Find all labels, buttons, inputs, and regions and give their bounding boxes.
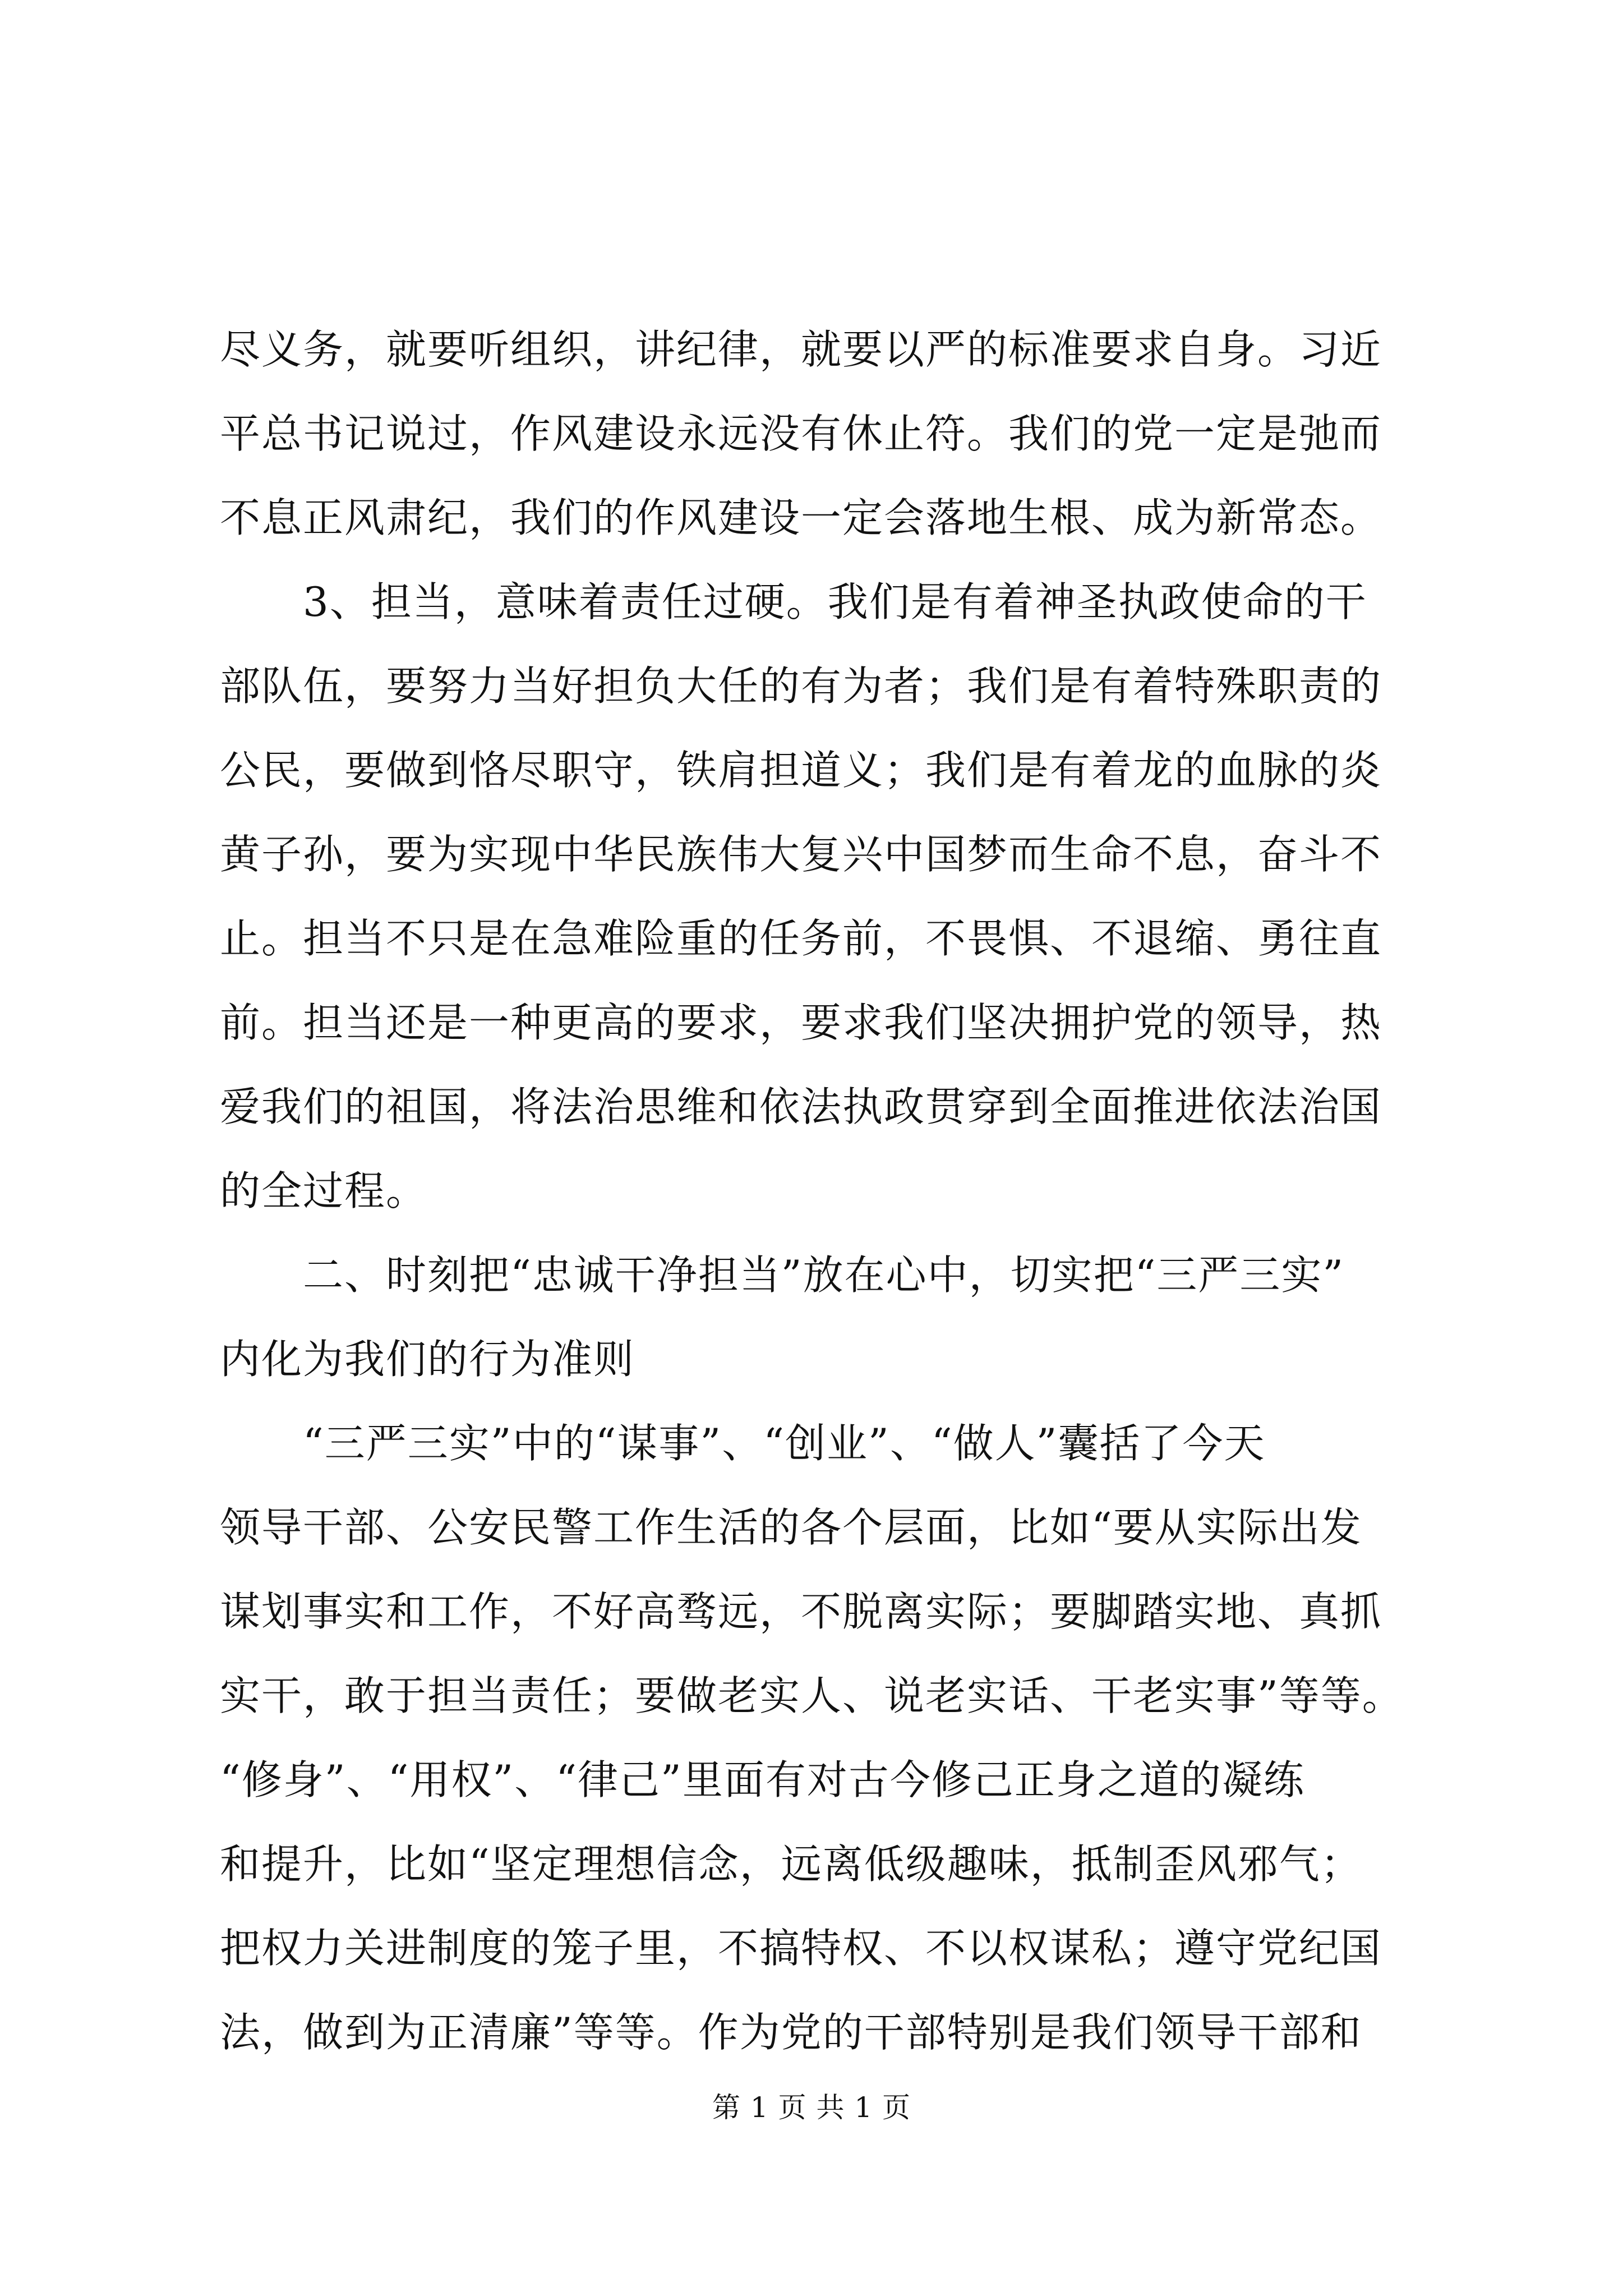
document-body — [220, 307, 1414, 2074]
text-line: 实干，敢于担当责任；要做老实人、说老实话、干老实事”等等。 — [220, 1672, 1404, 1719]
text-line: 3、担当，意味着责任过硬。我们是有着神圣执政使命的干 — [220, 578, 1367, 625]
text-line: 谋划事实和工作，不好高骛远，不脱离实际；要脚踏实地、真抓 — [220, 1588, 1382, 1635]
text-line: 前。担当还是一种更高的要求，要求我们坚决拥护党的领导，热 — [220, 999, 1382, 1046]
text-line: 部队伍，要努力当好担负大任的有为者；我们是有着特殊职责的 — [220, 662, 1382, 710]
text-line: “三严三实”中的“谋事”、“创业”、“做人”囊括了今天 — [220, 1420, 1266, 1467]
text-line: 把权力关进制度的笼子里，不搞特权、不以权谋私；遵守党纪国 — [220, 1925, 1382, 1972]
text-line: “修身”、“用权”、“律己”里面有对古今修己正身之道的凝练 — [220, 1756, 1305, 1803]
text-line: 爱我们的祖国，将法治思维和依法执政贯穿到全面推进依法治国 — [220, 1083, 1382, 1130]
text-line: 法，做到为正清廉”等等。作为党的干部特别是我们领导干部和 — [220, 2009, 1362, 2056]
text-line: 止。担当不只是在急难险重的任务前，不畏惧、不退缩、勇往直 — [220, 915, 1382, 962]
text-line: 领导干部、公安民警工作生活的各个层面，比如“要从实际出发 — [220, 1504, 1362, 1551]
text-line: 公民，要做到恪尽职守，铁肩担道义；我们是有着龙的血脉的炎 — [220, 747, 1382, 794]
text-line: 不息正风肃纪，我们的作风建设一定会落地生根、成为新常态。 — [220, 494, 1382, 541]
text-line: 黄子孙，要为实现中华民族伟大复兴中国梦而生命不息，奋斗不 — [220, 831, 1382, 878]
section-heading-line: 内化为我们的行为准则 — [220, 1336, 635, 1383]
text-line: 平总书记说过，作风建设永远没有休止符。我们的党一定是弛而 — [220, 410, 1382, 457]
text-line: 尽义务，就要听组织，讲纪律，就要以严的标准要求自身。习近 — [220, 326, 1382, 373]
text-line: 和提升，比如“坚定理想信念，远离低级趣味，抵制歪风邪气； — [220, 1841, 1362, 1888]
section-heading-line: 二、时刻把“忠诚干净担当”放在心中，切实把“三严三实” — [220, 1251, 1345, 1299]
text-line: 的全过程。 — [220, 1167, 428, 1214]
page-number-footer: 第 1 页 共 1 页 — [712, 2091, 911, 2124]
